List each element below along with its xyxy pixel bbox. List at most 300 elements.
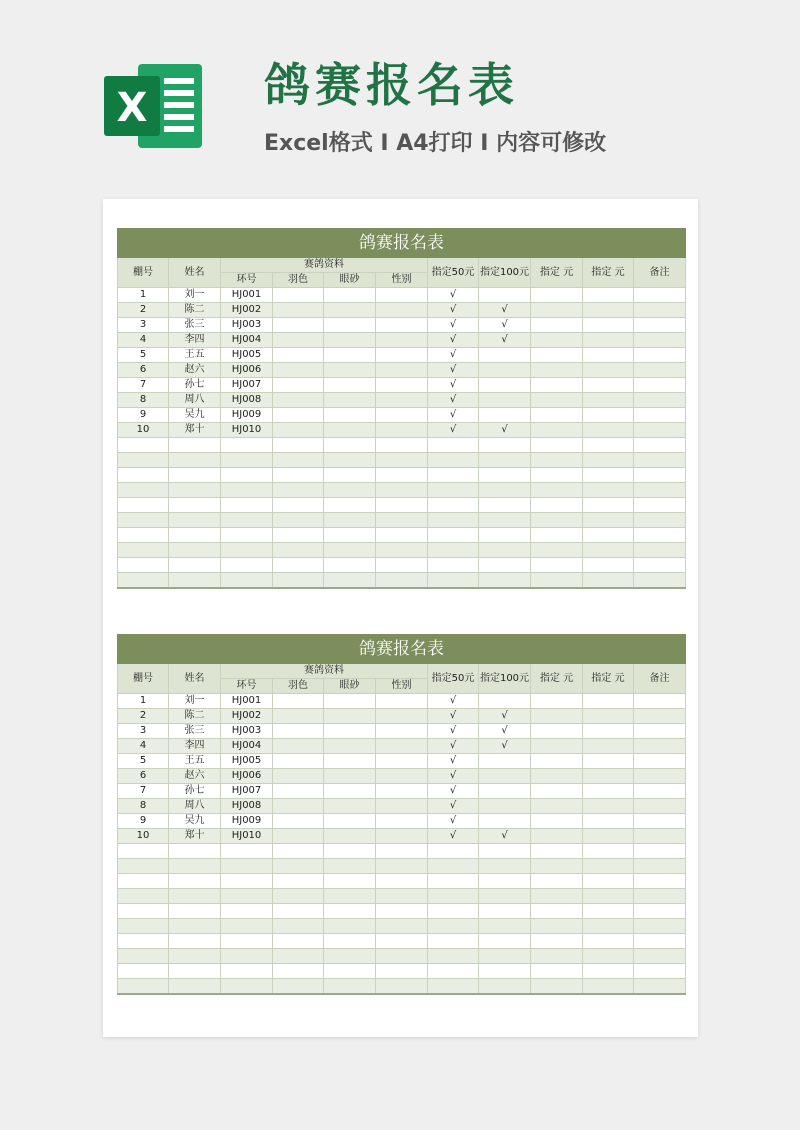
empty-cell[interactable]	[324, 543, 376, 558]
empty-cell[interactable]	[376, 513, 428, 528]
empty-cell[interactable]	[428, 453, 479, 468]
table-cell[interactable]	[273, 423, 324, 438]
empty-cell[interactable]	[273, 949, 324, 964]
empty-cell[interactable]	[221, 513, 273, 528]
table-cell[interactable]	[273, 709, 324, 724]
table-cell[interactable]	[324, 814, 376, 829]
table-cell[interactable]	[531, 814, 583, 829]
table-cell[interactable]	[324, 784, 376, 799]
table-cell[interactable]	[376, 363, 428, 378]
table-cell[interactable]: 吴九	[169, 814, 221, 829]
table-cell[interactable]	[324, 408, 376, 423]
empty-cell[interactable]	[531, 889, 583, 904]
empty-cell[interactable]	[634, 438, 686, 453]
table-cell[interactable]: 刘一	[169, 694, 221, 709]
empty-cell[interactable]	[221, 573, 273, 589]
empty-cell[interactable]	[324, 964, 376, 979]
table-cell[interactable]: √	[428, 784, 479, 799]
table-cell[interactable]	[376, 694, 428, 709]
table-cell[interactable]: 5	[118, 348, 169, 363]
table-cell[interactable]	[273, 829, 324, 844]
table-cell[interactable]: 7	[118, 784, 169, 799]
table-cell[interactable]: √	[428, 754, 479, 769]
empty-cell[interactable]	[324, 573, 376, 589]
empty-cell[interactable]	[169, 904, 221, 919]
table-cell[interactable]: 4	[118, 739, 169, 754]
table-cell[interactable]: 10	[118, 829, 169, 844]
table-cell[interactable]: HJ009	[221, 814, 273, 829]
table-cell[interactable]	[583, 363, 634, 378]
table-cell[interactable]	[583, 724, 634, 739]
table-cell[interactable]	[376, 423, 428, 438]
table-cell[interactable]	[273, 393, 324, 408]
table-cell[interactable]: 8	[118, 799, 169, 814]
empty-cell[interactable]	[634, 979, 686, 995]
table-cell[interactable]: 郑十	[169, 423, 221, 438]
empty-cell[interactable]	[376, 874, 428, 889]
table-cell[interactable]: √	[479, 829, 531, 844]
table-cell[interactable]	[324, 769, 376, 784]
empty-cell[interactable]	[324, 874, 376, 889]
table-cell[interactable]	[376, 784, 428, 799]
table-cell[interactable]	[634, 814, 686, 829]
table-cell[interactable]	[634, 288, 686, 303]
table-cell[interactable]	[479, 288, 531, 303]
table-cell[interactable]: √	[479, 333, 531, 348]
table-cell[interactable]: 5	[118, 754, 169, 769]
empty-cell[interactable]	[118, 844, 169, 859]
empty-cell[interactable]	[376, 528, 428, 543]
empty-cell[interactable]	[531, 919, 583, 934]
empty-cell[interactable]	[118, 513, 169, 528]
table-cell[interactable]: √	[428, 393, 479, 408]
table-cell[interactable]	[273, 363, 324, 378]
table-cell[interactable]: 赵六	[169, 769, 221, 784]
table-cell[interactable]: 孙七	[169, 784, 221, 799]
empty-cell[interactable]	[479, 934, 531, 949]
empty-cell[interactable]	[169, 934, 221, 949]
table-cell[interactable]	[376, 318, 428, 333]
empty-cell[interactable]	[376, 979, 428, 995]
table-cell[interactable]: 4	[118, 333, 169, 348]
table-cell[interactable]	[376, 709, 428, 724]
table-cell[interactable]: √	[428, 769, 479, 784]
table-cell[interactable]	[634, 363, 686, 378]
table-cell[interactable]: √	[428, 739, 479, 754]
table-cell[interactable]	[376, 724, 428, 739]
table-cell[interactable]: √	[479, 318, 531, 333]
table-cell[interactable]: HJ003	[221, 318, 273, 333]
table-cell[interactable]	[531, 378, 583, 393]
table-cell[interactable]	[583, 303, 634, 318]
empty-cell[interactable]	[273, 844, 324, 859]
empty-cell[interactable]	[428, 919, 479, 934]
empty-cell[interactable]	[324, 949, 376, 964]
table-cell[interactable]: HJ005	[221, 348, 273, 363]
empty-cell[interactable]	[221, 964, 273, 979]
empty-cell[interactable]	[634, 483, 686, 498]
empty-cell[interactable]	[583, 904, 634, 919]
table-cell[interactable]	[531, 739, 583, 754]
empty-cell[interactable]	[324, 483, 376, 498]
table-cell[interactable]	[531, 288, 583, 303]
empty-cell[interactable]	[273, 979, 324, 995]
table-cell[interactable]	[634, 303, 686, 318]
empty-cell[interactable]	[273, 558, 324, 573]
empty-cell[interactable]	[324, 934, 376, 949]
table-cell[interactable]	[273, 288, 324, 303]
empty-cell[interactable]	[169, 573, 221, 589]
table-cell[interactable]	[324, 739, 376, 754]
empty-cell[interactable]	[583, 964, 634, 979]
table-cell[interactable]: √	[428, 829, 479, 844]
table-cell[interactable]	[324, 393, 376, 408]
empty-cell[interactable]	[479, 543, 531, 558]
table-cell[interactable]: HJ006	[221, 769, 273, 784]
empty-cell[interactable]	[428, 558, 479, 573]
table-cell[interactable]: √	[428, 333, 479, 348]
empty-cell[interactable]	[169, 844, 221, 859]
table-cell[interactable]: 赵六	[169, 363, 221, 378]
empty-cell[interactable]	[118, 573, 169, 589]
table-cell[interactable]	[583, 288, 634, 303]
empty-cell[interactable]	[324, 979, 376, 995]
table-cell[interactable]	[273, 348, 324, 363]
empty-cell[interactable]	[428, 528, 479, 543]
table-cell[interactable]	[583, 709, 634, 724]
empty-cell[interactable]	[221, 949, 273, 964]
empty-cell[interactable]	[583, 573, 634, 589]
empty-cell[interactable]	[169, 949, 221, 964]
empty-cell[interactable]	[583, 513, 634, 528]
table-cell[interactable]: 刘一	[169, 288, 221, 303]
table-cell[interactable]: √	[428, 378, 479, 393]
empty-cell[interactable]	[634, 949, 686, 964]
empty-cell[interactable]	[479, 949, 531, 964]
empty-cell[interactable]	[221, 543, 273, 558]
table-cell[interactable]	[273, 694, 324, 709]
empty-cell[interactable]	[118, 934, 169, 949]
empty-cell[interactable]	[583, 543, 634, 558]
table-cell[interactable]	[376, 378, 428, 393]
table-cell[interactable]: 郑十	[169, 829, 221, 844]
table-cell[interactable]	[273, 784, 324, 799]
table-cell[interactable]	[531, 724, 583, 739]
empty-cell[interactable]	[376, 844, 428, 859]
empty-cell[interactable]	[531, 979, 583, 995]
empty-cell[interactable]	[118, 543, 169, 558]
empty-cell[interactable]	[479, 904, 531, 919]
table-cell[interactable]	[583, 694, 634, 709]
table-cell[interactable]	[583, 814, 634, 829]
table-cell[interactable]: √	[428, 408, 479, 423]
table-cell[interactable]: √	[428, 694, 479, 709]
table-cell[interactable]: HJ010	[221, 423, 273, 438]
empty-cell[interactable]	[273, 528, 324, 543]
table-cell[interactable]	[634, 694, 686, 709]
empty-cell[interactable]	[324, 453, 376, 468]
table-cell[interactable]: √	[428, 799, 479, 814]
empty-cell[interactable]	[376, 964, 428, 979]
table-cell[interactable]: HJ004	[221, 333, 273, 348]
table-cell[interactable]	[583, 378, 634, 393]
table-cell[interactable]	[376, 333, 428, 348]
empty-cell[interactable]	[428, 979, 479, 995]
table-cell[interactable]	[583, 318, 634, 333]
table-cell[interactable]	[634, 408, 686, 423]
empty-cell[interactable]	[531, 874, 583, 889]
empty-cell[interactable]	[169, 889, 221, 904]
table-cell[interactable]	[376, 799, 428, 814]
table-cell[interactable]	[479, 348, 531, 363]
table-cell[interactable]: 2	[118, 709, 169, 724]
table-cell[interactable]	[583, 739, 634, 754]
table-cell[interactable]: HJ009	[221, 408, 273, 423]
empty-cell[interactable]	[169, 498, 221, 513]
table-cell[interactable]	[583, 754, 634, 769]
empty-cell[interactable]	[221, 859, 273, 874]
table-cell[interactable]: 陈二	[169, 303, 221, 318]
table-cell[interactable]	[583, 829, 634, 844]
empty-cell[interactable]	[428, 904, 479, 919]
table-cell[interactable]: √	[428, 814, 479, 829]
empty-cell[interactable]	[376, 438, 428, 453]
empty-cell[interactable]	[221, 934, 273, 949]
table-cell[interactable]	[531, 318, 583, 333]
table-cell[interactable]	[531, 423, 583, 438]
empty-cell[interactable]	[583, 498, 634, 513]
empty-cell[interactable]	[531, 453, 583, 468]
table-cell[interactable]	[634, 739, 686, 754]
empty-cell[interactable]	[428, 949, 479, 964]
empty-cell[interactable]	[376, 498, 428, 513]
empty-cell[interactable]	[634, 919, 686, 934]
table-cell[interactable]	[583, 408, 634, 423]
table-cell[interactable]	[634, 378, 686, 393]
empty-cell[interactable]	[531, 573, 583, 589]
empty-cell[interactable]	[583, 558, 634, 573]
empty-cell[interactable]	[531, 498, 583, 513]
empty-cell[interactable]	[324, 513, 376, 528]
table-cell[interactable]: HJ008	[221, 393, 273, 408]
empty-cell[interactable]	[531, 949, 583, 964]
empty-cell[interactable]	[583, 874, 634, 889]
empty-cell[interactable]	[428, 498, 479, 513]
table-cell[interactable]: HJ006	[221, 363, 273, 378]
empty-cell[interactable]	[273, 934, 324, 949]
empty-cell[interactable]	[324, 498, 376, 513]
empty-cell[interactable]	[634, 844, 686, 859]
table-cell[interactable]: √	[428, 348, 479, 363]
table-cell[interactable]	[479, 694, 531, 709]
empty-cell[interactable]	[531, 844, 583, 859]
table-cell[interactable]	[273, 378, 324, 393]
empty-cell[interactable]	[273, 468, 324, 483]
table-cell[interactable]	[634, 754, 686, 769]
empty-cell[interactable]	[583, 934, 634, 949]
table-cell[interactable]	[376, 739, 428, 754]
empty-cell[interactable]	[221, 904, 273, 919]
empty-cell[interactable]	[273, 498, 324, 513]
table-cell[interactable]	[634, 829, 686, 844]
empty-cell[interactable]	[118, 979, 169, 995]
empty-cell[interactable]	[324, 558, 376, 573]
table-cell[interactable]	[376, 814, 428, 829]
table-cell[interactable]: 3	[118, 318, 169, 333]
table-cell[interactable]	[273, 408, 324, 423]
empty-cell[interactable]	[118, 904, 169, 919]
table-cell[interactable]	[479, 784, 531, 799]
table-cell[interactable]	[273, 724, 324, 739]
empty-cell[interactable]	[324, 528, 376, 543]
table-cell[interactable]	[273, 799, 324, 814]
empty-cell[interactable]	[273, 904, 324, 919]
empty-cell[interactable]	[169, 558, 221, 573]
table-cell[interactable]	[324, 724, 376, 739]
table-cell[interactable]: √	[479, 423, 531, 438]
table-cell[interactable]: 周八	[169, 799, 221, 814]
table-cell[interactable]	[273, 769, 324, 784]
empty-cell[interactable]	[428, 513, 479, 528]
table-cell[interactable]: 1	[118, 288, 169, 303]
empty-cell[interactable]	[531, 513, 583, 528]
empty-cell[interactable]	[479, 859, 531, 874]
empty-cell[interactable]	[169, 468, 221, 483]
empty-cell[interactable]	[169, 453, 221, 468]
table-cell[interactable]	[324, 318, 376, 333]
table-cell[interactable]	[583, 348, 634, 363]
table-cell[interactable]: 李四	[169, 739, 221, 754]
table-cell[interactable]	[479, 363, 531, 378]
empty-cell[interactable]	[169, 528, 221, 543]
table-cell[interactable]: HJ003	[221, 724, 273, 739]
table-cell[interactable]	[376, 393, 428, 408]
empty-cell[interactable]	[376, 904, 428, 919]
empty-cell[interactable]	[531, 543, 583, 558]
table-cell[interactable]	[531, 799, 583, 814]
empty-cell[interactable]	[118, 859, 169, 874]
empty-cell[interactable]	[118, 498, 169, 513]
table-cell[interactable]: 张三	[169, 318, 221, 333]
table-cell[interactable]	[531, 709, 583, 724]
empty-cell[interactable]	[428, 483, 479, 498]
table-cell[interactable]	[531, 303, 583, 318]
table-cell[interactable]	[634, 423, 686, 438]
empty-cell[interactable]	[634, 964, 686, 979]
table-cell[interactable]	[479, 408, 531, 423]
empty-cell[interactable]	[324, 844, 376, 859]
table-cell[interactable]: √	[428, 423, 479, 438]
table-cell[interactable]: HJ008	[221, 799, 273, 814]
table-cell[interactable]	[324, 303, 376, 318]
empty-cell[interactable]	[583, 453, 634, 468]
empty-cell[interactable]	[479, 483, 531, 498]
table-cell[interactable]	[583, 393, 634, 408]
empty-cell[interactable]	[634, 498, 686, 513]
empty-cell[interactable]	[634, 453, 686, 468]
empty-cell[interactable]	[169, 979, 221, 995]
empty-cell[interactable]	[118, 438, 169, 453]
table-cell[interactable]	[479, 769, 531, 784]
table-cell[interactable]: √	[479, 709, 531, 724]
empty-cell[interactable]	[118, 874, 169, 889]
empty-cell[interactable]	[324, 859, 376, 874]
empty-cell[interactable]	[273, 438, 324, 453]
table-cell[interactable]: 6	[118, 363, 169, 378]
empty-cell[interactable]	[273, 919, 324, 934]
empty-cell[interactable]	[479, 844, 531, 859]
empty-cell[interactable]	[531, 859, 583, 874]
empty-cell[interactable]	[376, 573, 428, 589]
empty-cell[interactable]	[428, 964, 479, 979]
table-cell[interactable]	[324, 754, 376, 769]
table-cell[interactable]	[634, 769, 686, 784]
empty-cell[interactable]	[634, 528, 686, 543]
table-cell[interactable]	[634, 799, 686, 814]
empty-cell[interactable]	[634, 468, 686, 483]
empty-cell[interactable]	[169, 919, 221, 934]
empty-cell[interactable]	[221, 874, 273, 889]
table-cell[interactable]	[479, 754, 531, 769]
table-cell[interactable]	[531, 784, 583, 799]
table-cell[interactable]	[324, 799, 376, 814]
table-cell[interactable]: √	[428, 709, 479, 724]
table-cell[interactable]	[324, 829, 376, 844]
empty-cell[interactable]	[376, 543, 428, 558]
table-cell[interactable]	[531, 363, 583, 378]
empty-cell[interactable]	[479, 453, 531, 468]
table-cell[interactable]: 王五	[169, 348, 221, 363]
empty-cell[interactable]	[376, 949, 428, 964]
empty-cell[interactable]	[479, 874, 531, 889]
empty-cell[interactable]	[479, 558, 531, 573]
empty-cell[interactable]	[531, 904, 583, 919]
empty-cell[interactable]	[221, 468, 273, 483]
table-cell[interactable]	[531, 333, 583, 348]
empty-cell[interactable]	[221, 498, 273, 513]
empty-cell[interactable]	[169, 438, 221, 453]
table-cell[interactable]: 9	[118, 814, 169, 829]
table-cell[interactable]: HJ004	[221, 739, 273, 754]
empty-cell[interactable]	[221, 438, 273, 453]
empty-cell[interactable]	[479, 889, 531, 904]
table-cell[interactable]	[531, 769, 583, 784]
empty-cell[interactable]	[583, 483, 634, 498]
table-cell[interactable]	[634, 709, 686, 724]
table-cell[interactable]	[634, 348, 686, 363]
table-cell[interactable]: √	[479, 739, 531, 754]
empty-cell[interactable]	[169, 874, 221, 889]
table-cell[interactable]	[376, 769, 428, 784]
empty-cell[interactable]	[324, 904, 376, 919]
table-cell[interactable]	[324, 288, 376, 303]
empty-cell[interactable]	[221, 979, 273, 995]
table-cell[interactable]: √	[428, 318, 479, 333]
empty-cell[interactable]	[118, 483, 169, 498]
empty-cell[interactable]	[531, 468, 583, 483]
empty-cell[interactable]	[428, 889, 479, 904]
table-cell[interactable]: 8	[118, 393, 169, 408]
table-cell[interactable]	[324, 378, 376, 393]
table-cell[interactable]	[634, 318, 686, 333]
empty-cell[interactable]	[169, 964, 221, 979]
empty-cell[interactable]	[169, 543, 221, 558]
table-cell[interactable]	[634, 784, 686, 799]
table-cell[interactable]	[479, 799, 531, 814]
table-cell[interactable]: 9	[118, 408, 169, 423]
empty-cell[interactable]	[479, 919, 531, 934]
empty-cell[interactable]	[634, 934, 686, 949]
